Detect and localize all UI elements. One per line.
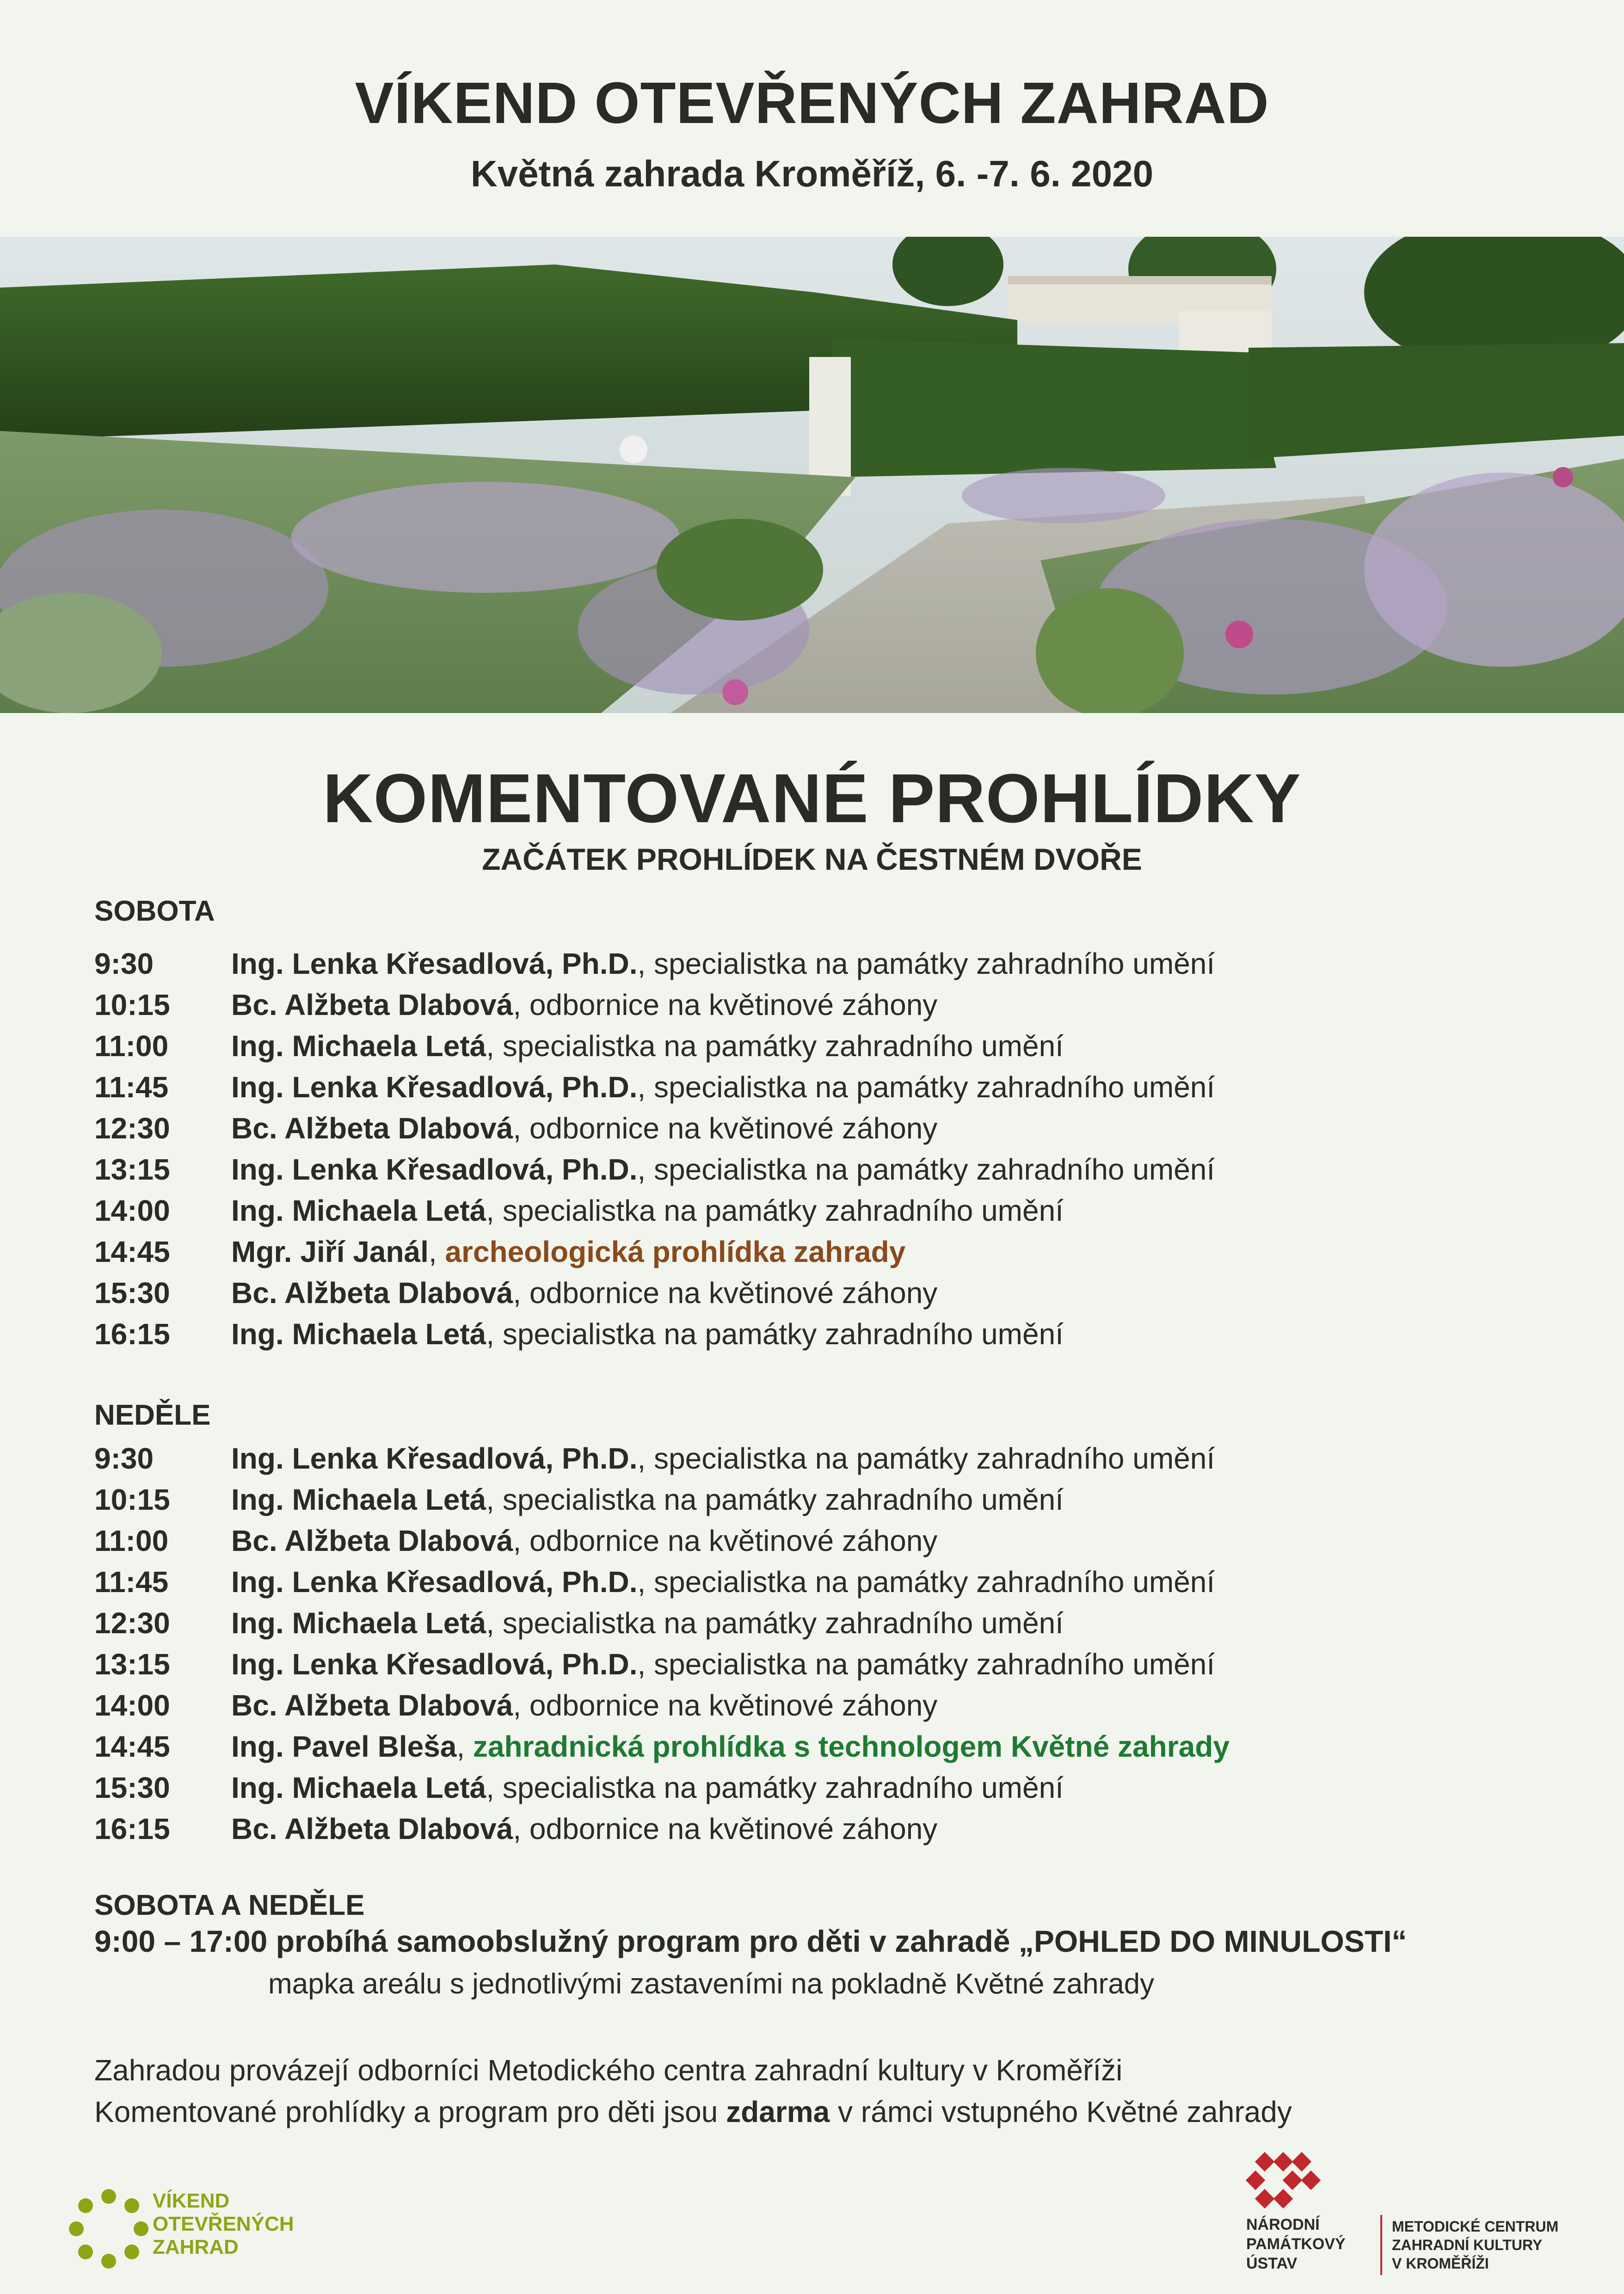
guide-role: specialistka na památky zahradního umění [654,1153,1215,1186]
guide-name: Ing. Michaela Letá [231,1606,486,1640]
separator: , [486,1317,503,1351]
guide-name: Ing. Michaela Letá [231,1483,486,1516]
guide-name: Ing. Lenka Křesadlová, Ph.D. [231,947,638,980]
tour-details [231,1603,1064,1644]
guide-role: specialistka na památky zahradního umění [502,1606,1064,1640]
separator: , [513,1812,529,1845]
schedule-row [94,1108,1574,1149]
schedule-row [94,1190,1574,1231]
tour-details [231,1067,1215,1108]
guide-role: specialistka na památky zahradního umění [654,1648,1215,1681]
tour-details [231,1520,937,1562]
separator: , [637,1648,654,1681]
tour-details [231,1438,1215,1479]
tour-details [231,1685,937,1726]
left-logo-text [153,2189,294,2259]
tour-details [231,1190,1064,1231]
tour-details [231,1231,905,1273]
separator: , [637,947,654,980]
left-logo-line: ZAHRAD [153,2236,239,2258]
schedule-row [94,943,1574,984]
guide-role: specialistka na památky zahradního umění [502,1483,1064,1516]
separator: , [513,1112,529,1145]
tour-time: 14:45 [94,1730,170,1763]
left-logo-line: OTEVŘENÝCH [153,2213,294,2235]
sunday-label: NEDĚLE [94,1399,211,1431]
separator: , [637,1565,654,1599]
tour-details [231,943,1215,984]
guide-role: archeologická prohlídka zahrady [445,1235,906,1268]
guide-role: specialistka na památky zahradního umění [654,1070,1215,1104]
separator: , [486,1483,503,1516]
footer-line-2-post: v rámci vstupného Květné zahrady [830,2095,1292,2128]
page-subtitle: Květná zahrada Kroměříž, 6. -7. 6. 2020 [470,153,1154,194]
guide-role: odbornice na květinové záhony [529,1112,938,1145]
schedule-row [94,1520,1574,1562]
npu-logo-line: PAMÁTKOVÝ [1246,2235,1346,2253]
guide-role: odbornice na květinové záhony [529,1689,938,1722]
tour-details [231,1767,1064,1808]
separator: , [456,1730,473,1763]
mczk-logo-line: V KROMĚŘÍŽI [1392,2255,1489,2272]
schedule-row [94,1562,1574,1603]
tour-time: 14:45 [94,1235,170,1268]
separator: , [428,1235,445,1268]
guide-name: Bc. Alžbeta Dlabová [231,988,513,1021]
tour-details [231,984,937,1026]
guide-name: Bc. Alžbeta Dlabová [231,1112,513,1145]
guide-name: Ing. Lenka Křesadlová, Ph.D. [231,1565,638,1599]
section-title: KOMENTOVANÉ PROHLÍDKY [323,759,1301,837]
schedule-row [94,1685,1574,1726]
section-subtitle: ZAČÁTEK PROHLÍDEK NA ČESTNÉM DVOŘE [482,842,1142,876]
separator: , [513,1276,529,1310]
footer-line-2-bold: zdarma [726,2095,830,2128]
garden-photo-illustration [0,237,1624,713]
separator: , [513,1524,529,1557]
logo-divider [1380,2215,1382,2275]
schedule-row [94,1603,1574,1644]
guide-name: Ing. Lenka Křesadlová, Ph.D. [231,1442,638,1475]
tour-details [231,1026,1064,1067]
footer-line-1: Zahradou provázejí odborníci Metodického centra zahradní kultury v Kroměříži [94,2054,1123,2087]
schedule-row [94,1231,1574,1273]
guide-role: odbornice na květinové záhony [529,1524,938,1557]
guide-role: odbornice na květinové záhony [529,1276,938,1310]
tour-time: 11:00 [94,1029,169,1063]
tour-time: 9:30 [94,947,154,980]
guide-name: Ing. Pavel Bleša [231,1730,457,1763]
tour-details [231,1314,1064,1355]
tour-time: 11:00 [94,1524,169,1557]
guide-role: specialistka na památky zahradního umění [654,1442,1215,1475]
sunday-schedule [94,1438,1574,1850]
guide-name: Ing. Lenka Křesadlová, Ph.D. [231,1153,638,1186]
mczk-logo-text [1392,2217,1558,2273]
tour-details [231,1108,937,1149]
separator: , [637,1070,654,1104]
guide-name: Ing. Michaela Letá [231,1194,486,1227]
npu-logo-line: NÁRODNÍ [1246,2216,1320,2233]
separator: , [637,1442,654,1475]
tour-time: 14:00 [94,1194,170,1227]
tour-time: 15:30 [94,1276,170,1310]
guide-role: zahradnická prohlídka s technologem Květné zahrady [473,1730,1230,1763]
guide-role: odbornice na květinové záhony [529,988,938,1021]
tour-time: 10:15 [94,1483,170,1516]
separator: , [486,1771,503,1804]
guide-role: specialistka na památky zahradního umění [502,1771,1064,1804]
tour-time: 12:30 [94,1112,170,1145]
guide-name: Ing. Michaela Letá [231,1029,486,1063]
schedule-row [94,1067,1574,1108]
guide-name: Bc. Alžbeta Dlabová [231,1524,513,1557]
guide-name: Ing. Michaela Letá [231,1771,486,1804]
footer-line-2 [94,2095,1292,2129]
guide-name: Bc. Alžbeta Dlabová [231,1689,513,1722]
schedule-row [94,1479,1574,1520]
guide-role: specialistka na památky zahradního umění [502,1194,1064,1227]
kids-program: 9:00 – 17:00 probíhá samoobslužný program pro děti v zahradě „POHLED DO MINULOSTI“ [94,1924,1407,1958]
tour-details [231,1562,1215,1603]
saturday-label: SOBOTA [94,895,215,927]
guide-role: specialistka na památky zahradního umění [502,1317,1064,1351]
tour-details [231,1726,1230,1767]
both-days-label: SOBOTA A NEDĚLE [94,1889,365,1921]
guide-name: Ing. Lenka Křesadlová, Ph.D. [231,1648,638,1681]
guide-name: Ing. Lenka Křesadlová, Ph.D. [231,1070,638,1104]
footer-line-2-pre: Komentované prohlídky a program pro děti jsou [94,2095,726,2128]
guide-name: Ing. Michaela Letá [231,1317,486,1351]
schedule-row [94,1026,1574,1067]
tour-time: 15:30 [94,1771,170,1804]
guide-role: odbornice na květinové záhony [529,1812,938,1845]
guide-role: specialistka na památky zahradního umění [654,947,1215,980]
mczk-logo-line: METODICKÉ CENTRUM [1392,2218,1559,2235]
tour-time: 12:30 [94,1606,170,1640]
garden-photo [0,237,1624,713]
tour-time: 14:00 [94,1689,170,1722]
guide-name: Mgr. Jiří Janál [231,1235,429,1268]
mczk-logo-line: ZAHRADNÍ KULTURY [1392,2237,1543,2253]
tour-time: 11:45 [94,1070,169,1104]
page-title: VÍKEND OTEVŘENÝCH ZAHRAD [355,70,1269,135]
schedule-row [94,1644,1574,1685]
separator: , [637,1153,654,1186]
guide-role: specialistka na památky zahradního umění [654,1565,1215,1599]
guide-role: specialistka na památky zahradního umění [502,1029,1064,1063]
separator: , [486,1029,503,1063]
npu-logo-line: ÚSTAV [1246,2255,1298,2272]
tour-time: 11:45 [94,1565,169,1599]
schedule-row [94,1314,1574,1355]
separator: , [486,1194,503,1227]
tour-time: 16:15 [94,1812,170,1845]
schedule-row [94,1438,1574,1479]
schedule-row [94,1808,1574,1850]
tour-details [231,1644,1215,1685]
separator: , [513,1689,529,1722]
schedule-row [94,1273,1574,1314]
npu-logo-text [1246,2215,1346,2273]
tour-time: 13:15 [94,1648,170,1681]
separator: , [486,1606,503,1640]
tour-time: 16:15 [94,1317,170,1351]
schedule-row [94,1767,1574,1808]
tour-details [231,1273,937,1314]
guide-name: Bc. Alžbeta Dlabová [231,1276,513,1310]
schedule-row [94,1726,1574,1767]
kids-program-note: mapka areálu s jednotlivými zastaveními na pokladně Květné zahrady [268,1968,1155,2000]
saturday-schedule [94,943,1574,1355]
separator: , [513,988,529,1021]
tour-time: 10:15 [94,988,170,1021]
tour-details [231,1808,937,1850]
tour-details [231,1479,1064,1520]
tour-details [231,1149,1215,1190]
guide-name: Bc. Alžbeta Dlabová [231,1812,513,1845]
schedule-row [94,984,1574,1026]
tour-time: 9:30 [94,1442,154,1475]
schedule-row [94,1149,1574,1190]
tour-time: 13:15 [94,1153,170,1186]
left-logo-line: VÍKEND [153,2189,230,2212]
